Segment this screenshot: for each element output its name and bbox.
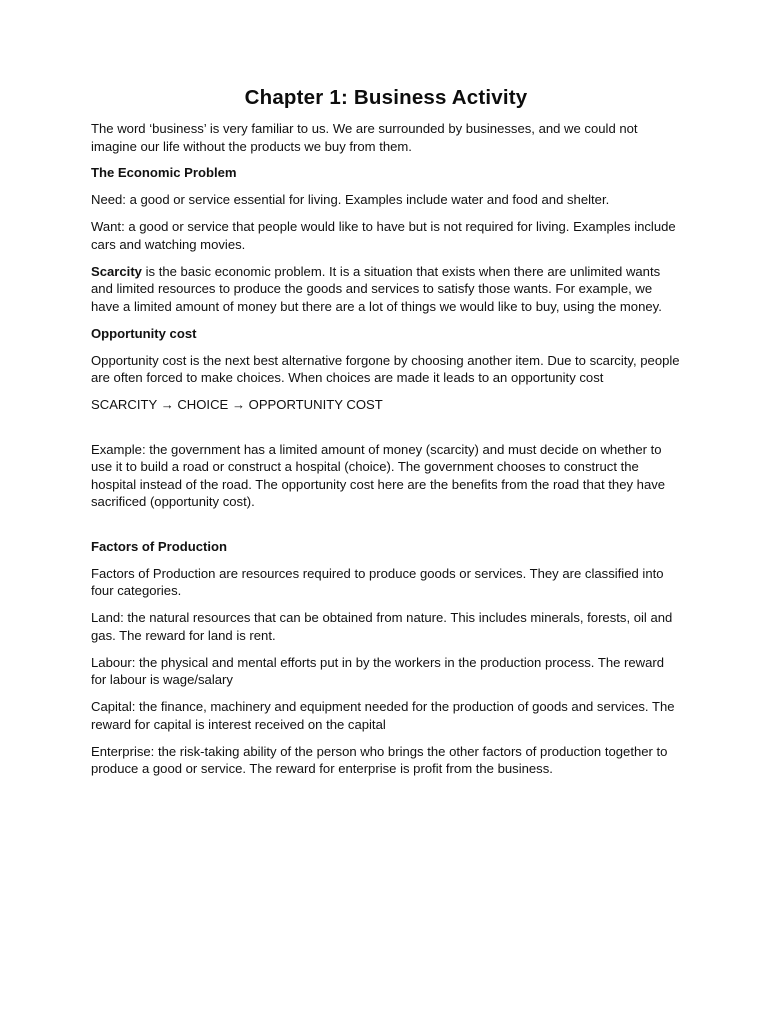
factor-labour: Labour: the physical and mental efforts put in by the workers in the production process. The reward for labour is wage/salary bbox=[91, 654, 665, 688]
page-title: Chapter 1: Business Activity bbox=[244, 86, 528, 109]
factors-intro: Factors of Production are resources required to produce goods or services. They are classified into four categories. bbox=[91, 565, 664, 599]
opportunity-cost-heading: Opportunity cost bbox=[91, 325, 197, 341]
factor-land: Land: the natural resources that can be obtained from nature. This includes minerals, forests, oil and gas. The reward for land is rent. bbox=[91, 610, 673, 643]
blank-line bbox=[91, 423, 681, 441]
want-paragraph: Want: a good or service that people would like to have but is not required for living. Examples include cars and watching movies. bbox=[91, 219, 676, 252]
factor-enterprise: Enterprise: the risk-taking ability of the person who brings the other factors of production together to produce a good or service. The reward for enterprise is profit from the business. bbox=[91, 743, 668, 777]
scarcity-paragraph bbox=[91, 263, 681, 316]
opportunity-cost-definition: Opportunity cost is the next best alternative forgone by choosing another item. Due to scarcity, people are often forced to make choices. When choices are made it leads to an opportunity cost bbox=[91, 352, 680, 386]
opportunity-cost-example: Example: the government has a limited amount of money (scarcity) and must decide on whether to use it to build a road or construct a hospital (choice). The government chooses to construct the hospital instead of the road. The opportunity cost here are the benefits from the road that they have sacrificed (opportunity cost). bbox=[91, 441, 666, 510]
scarcity-definition: is the basic economic problem. It is a situation that exists when there are unlimited wants and limited resources to produce the goods and services to satisfy those wants. For example, we have a limited amount of money but there are a lot of things we would like to buy, using the money. bbox=[91, 263, 662, 314]
factors-heading: Factors of Production bbox=[91, 538, 228, 554]
document-page bbox=[91, 86, 681, 787]
intro-paragraph: The word ‘business’ is very familiar to us. We are surrounded by businesses, and we could not imagine our life without the products we buy from them. bbox=[91, 121, 638, 154]
scarcity-term: Scarcity bbox=[91, 263, 142, 279]
economic-problem-heading: The Economic Problem bbox=[91, 165, 237, 181]
blank-line bbox=[91, 520, 681, 538]
opportunity-cost-chain: SCARCITY → CHOICE → OPPORTUNITY COST bbox=[91, 397, 383, 413]
need-paragraph: Need: a good or service essential for living. Examples include water and food and shelter. bbox=[91, 192, 610, 208]
factor-capital: Capital: the finance, machinery and equipment needed for the production of goods and services. The reward for capital is interest received on the capital bbox=[91, 699, 675, 732]
